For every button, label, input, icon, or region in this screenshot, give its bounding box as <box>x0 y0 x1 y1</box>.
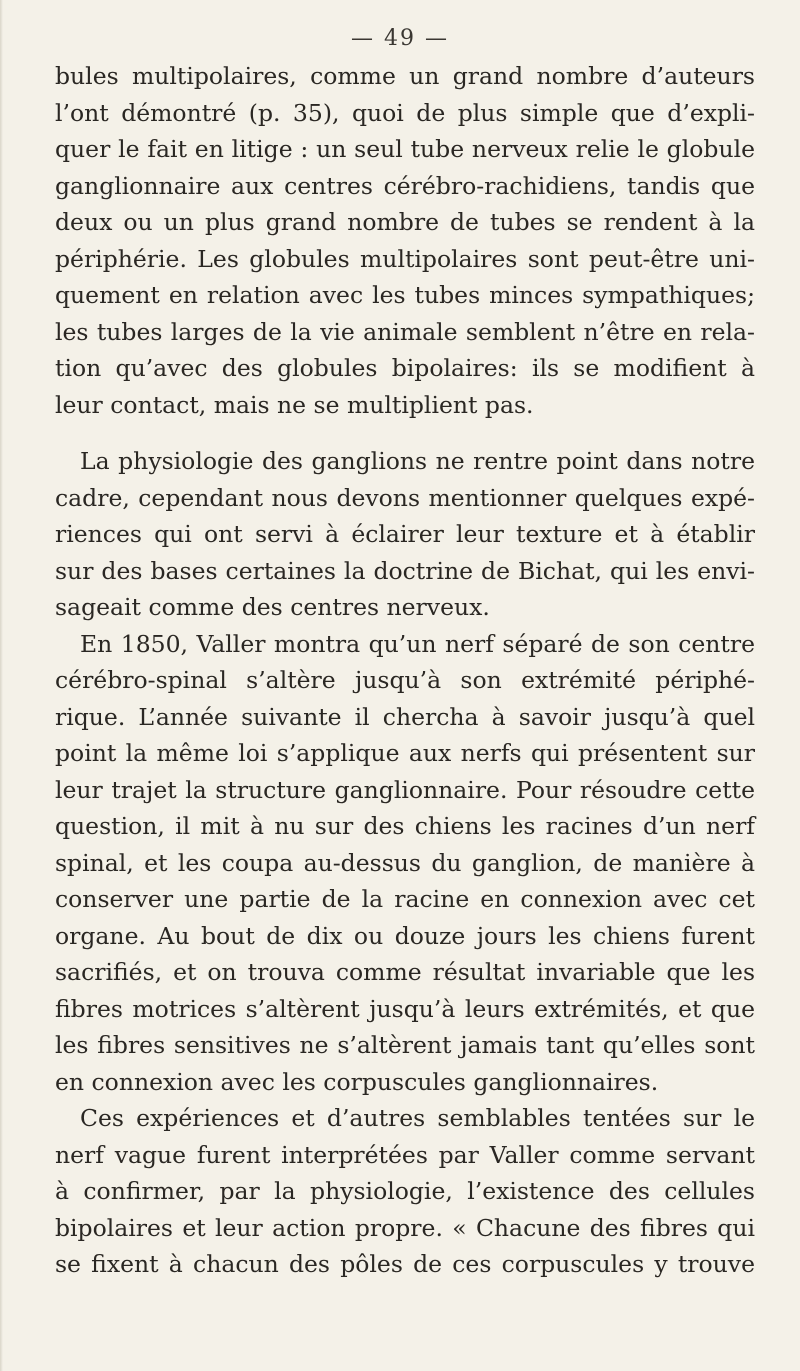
paragraph-2 <box>55 443 755 626</box>
text-line: conserver une partie de la racine en connexion avec cet <box>55 885 755 913</box>
text-line: périphérie. Les globules multipolaires sont peut-être uni- <box>55 244 755 273</box>
text-line: ganglionnaire aux centres cérébro-rachidiens, tandis que <box>55 171 755 200</box>
text-line: question, il mit à nu sur des chiens les racines d’un nerf <box>55 812 755 840</box>
text-line: En 1850, Valler montra qu’un nerf séparé de son centre <box>80 629 755 658</box>
text-line: La physiologie des ganglions ne rentre point dans notre <box>80 447 755 475</box>
text-line: les fibres sensitives ne s’altèrent jamais tant qu’elles sont <box>55 1031 755 1059</box>
text-line: Ces expériences et d’autres semblables tentées sur le <box>80 1104 755 1132</box>
text-line: rique. L’année suivante il chercha à savoir jusqu’à quel <box>55 702 755 731</box>
text-line: fibres motrices s’altèrent jusqu’à leurs extrémités, et que <box>55 994 755 1023</box>
text-line: se fixent à chacun des pôles de ces corpuscules y trouve <box>55 1250 755 1278</box>
text-line: deux ou un plus grand nombre de tubes se rendent à la <box>55 208 755 236</box>
text-line: sageait comme des centres nerveux. <box>55 593 490 621</box>
text-line: bipolaires et leur action propre. « Chacune des fibres qui <box>55 1213 755 1242</box>
paragraph-3 <box>55 626 755 1101</box>
text-line: riences qui ont servi à éclairer leur texture et à établir <box>55 520 755 548</box>
text-line: en connexion avec les corpuscules ganglionnaires. <box>55 1067 659 1096</box>
text-line: quer le fait en litige : un seul tube nerveux relie le globule <box>55 135 755 163</box>
text-line: leur trajet la structure ganglionnaire. Pour résoudre cette <box>55 775 755 804</box>
text-line: cadre, cependant nous devons mentionner quelques expé- <box>55 483 755 512</box>
text-line: quement en relation avec les tubes minces sympathiques; <box>55 281 755 309</box>
text-line: nerf vague furent interprétées par Valler comme servant <box>55 1140 755 1169</box>
paragraph-4 <box>55 1100 755 1283</box>
page-number: — 49 — <box>351 26 449 51</box>
body-text <box>55 58 755 1283</box>
text-line: tion qu’avec des globules bipolaires: ils se modifient à <box>55 354 755 382</box>
text-line: l’ont démontré (p. 35), quoi de plus simple que d’expli- <box>55 98 755 127</box>
text-line: sacrifiés, et on trouva comme résultat invariable que les <box>55 958 755 986</box>
text-line: organe. Au bout de dix ou douze jours les chiens furent <box>55 921 755 950</box>
paragraph-gap <box>55 423 755 443</box>
text-line: les tubes larges de la vie animale semblent n’être en rela- <box>55 317 755 346</box>
text-line: à confirmer, par la physiologie, l’existence des cellules <box>55 1177 755 1205</box>
text-line: spinal, et les coupa au-dessus du ganglion, de manière à <box>55 848 755 877</box>
text-line: sur des bases certaines la doctrine de Bichat, qui les envi- <box>55 556 755 585</box>
text-line: leur contact, mais ne se multiplient pas. <box>55 390 534 419</box>
text-line: cérébro-spinal s’altère jusqu’à son extrémité périphé- <box>55 666 755 694</box>
page-edge-shadow <box>0 0 3 1371</box>
text-line: point la même loi s’applique aux nerfs qui présentent sur <box>55 739 755 767</box>
text-line: bules multipolaires, comme un grand nombre d’auteurs <box>55 62 755 90</box>
paragraph-1 <box>55 58 755 423</box>
